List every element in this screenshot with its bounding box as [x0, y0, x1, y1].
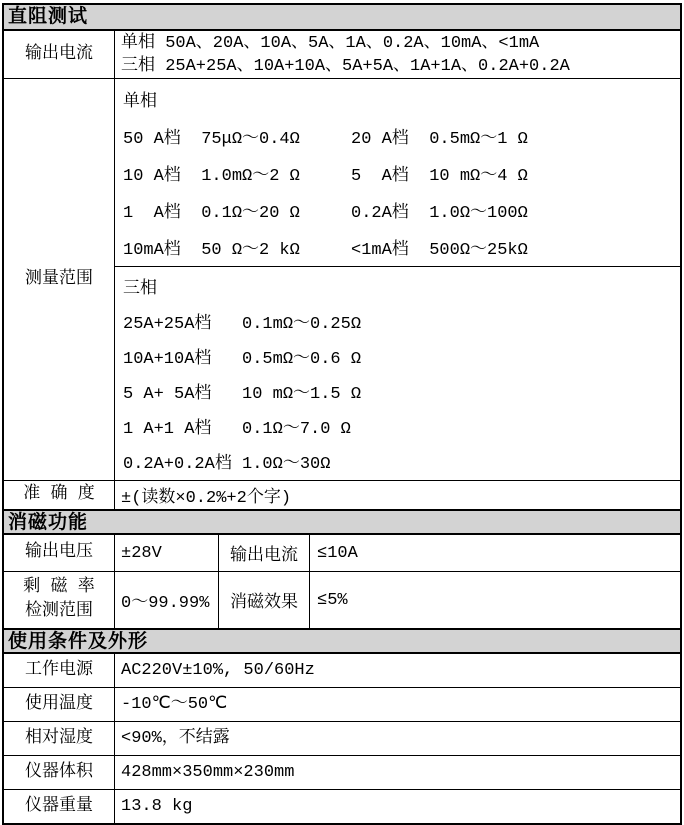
row-label-demag-output-current: 输出电流 — [219, 535, 310, 571]
spec-table — [2, 3, 682, 825]
range-line — [123, 228, 680, 265]
measure-range-three-phase-block — [115, 267, 680, 480]
cell-instrument-weight-value: 13.8 kg — [121, 797, 193, 816]
range-pair-right: 20 A档 0.5mΩ～1 Ω — [351, 129, 528, 149]
row-working-power — [4, 654, 680, 688]
section-header-conditions: 使用条件及外形 — [4, 628, 680, 654]
row-label-demag-effect: 消磁效果 — [219, 572, 310, 628]
section-header-demag: 消磁功能 — [4, 509, 680, 535]
cell-output-voltage-value: ±28V — [115, 535, 219, 571]
output-current-single-phase: 单相 50A、20A、10A、5A、1A、0.2A、10mA、<1mA — [121, 33, 540, 53]
range-pair-right: 5 A档 10 mΩ～4 Ω — [351, 166, 528, 186]
output-current-three-phase: 三相 25A+25A、10A+10A、5A+5A、1A+1A、0.2A+0.2A — [121, 56, 570, 76]
range-pair-left: 10mA档 50 Ω～2 kΩ — [123, 240, 300, 260]
cell-measure-range-value — [115, 79, 680, 480]
range-pair-left: 50 A档 75μΩ～0.4Ω — [123, 129, 300, 149]
cell-residual-magnetism-range-value: 0～99.99% — [115, 572, 219, 628]
range-pair-left: 10 A档 1.0mΩ～2 Ω — [123, 166, 300, 186]
row-label-output-current: 输出电流 — [4, 31, 115, 78]
row-instrument-volume — [4, 756, 680, 790]
cell-working-power-value: AC220V±10%, 50/60Hz — [121, 661, 315, 680]
range-line — [123, 191, 680, 228]
row-operating-temperature — [4, 688, 680, 722]
row-label-residual-magnetism-range — [4, 572, 115, 628]
cell-operating-temperature-value: -10℃～50℃ — [121, 695, 228, 714]
row-label-instrument-weight: 仪器重量 — [4, 790, 115, 823]
row-label-working-power: 工作电源 — [4, 654, 115, 687]
cell-output-current-value — [115, 31, 680, 78]
residual-label-line1: 剩 磁 率 — [23, 578, 95, 597]
cell-demag-effect-value: ≤5% — [317, 590, 348, 610]
section-header-dc-test: 直阻测试 — [4, 5, 680, 31]
cell-accuracy-value: ±(读数×0.2%+2个字) — [121, 489, 292, 508]
row-label-instrument-volume: 仪器体积 — [4, 756, 115, 789]
range-line: 1 A+1 A档 0.1Ω～7.0 Ω — [123, 419, 351, 439]
row-accuracy — [4, 481, 680, 509]
cell-instrument-volume-value: 428mm×350mm×230mm — [121, 763, 295, 782]
row-label-operating-temperature: 使用温度 — [4, 688, 115, 721]
cell-relative-humidity-value: <90%，不结露 — [121, 729, 230, 748]
row-label-measure-range: 测量范围 — [4, 79, 115, 480]
range-line: 10A+10A档 0.5mΩ～0.6 Ω — [123, 349, 362, 369]
range-line — [123, 154, 680, 191]
row-instrument-weight — [4, 790, 680, 823]
residual-label-line2: 检测范围 — [25, 602, 93, 621]
single-phase-title: 单相 — [123, 92, 157, 112]
range-pair-left: 1 A档 0.1Ω～20 Ω — [123, 203, 300, 223]
range-pair-right: <1mA档 500Ω～25kΩ — [351, 240, 528, 260]
row-label-relative-humidity: 相对湿度 — [4, 722, 115, 755]
row-relative-humidity — [4, 722, 680, 756]
row-measure-range — [4, 79, 680, 481]
range-line — [123, 117, 680, 154]
row-demag-voltage-current — [4, 535, 680, 572]
row-residual-magnetism — [4, 572, 680, 628]
three-phase-title: 三相 — [123, 279, 157, 299]
measure-range-single-phase-block — [115, 79, 680, 267]
range-line: 5 A+ 5A档 10 mΩ～1.5 Ω — [123, 384, 362, 404]
row-label-output-voltage: 输出电压 — [4, 535, 115, 571]
row-label-accuracy: 准 确 度 — [4, 481, 115, 509]
range-line: 25A+25A档 0.1mΩ～0.25Ω — [123, 314, 362, 334]
row-output-current — [4, 31, 680, 79]
range-line: 0.2A+0.2A档 1.0Ω～30Ω — [123, 454, 331, 474]
cell-demag-output-current-value: ≤10A — [317, 543, 358, 563]
range-pair-right: 0.2A档 1.0Ω～100Ω — [351, 203, 528, 223]
